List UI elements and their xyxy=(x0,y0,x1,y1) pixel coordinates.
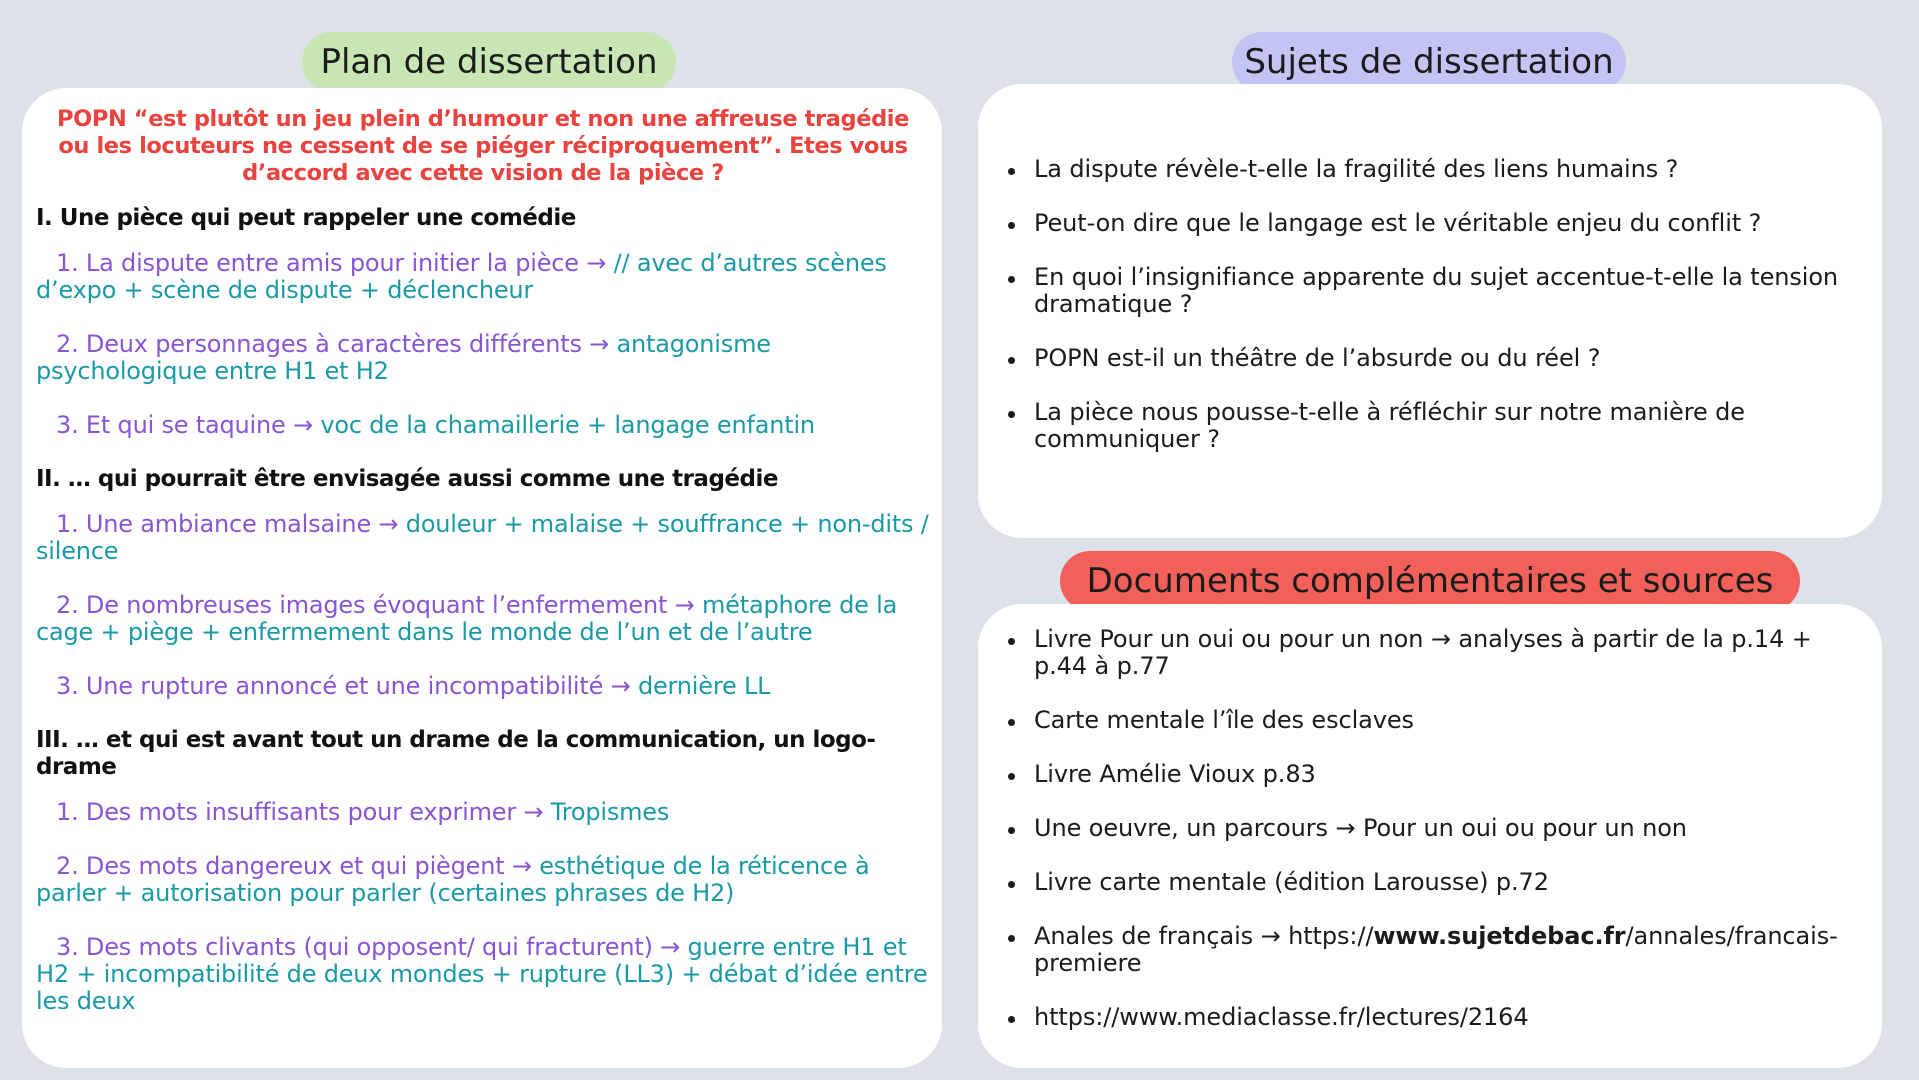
plan-point xyxy=(36,412,930,439)
plan-point xyxy=(36,799,930,826)
doc-item: Une oeuvre, un parcours → Pour un oui ou pour un non xyxy=(1006,815,1870,842)
doc-item-link[interactable]: https://www.mediaclasse.fr/lectures/2164 xyxy=(1006,1004,1870,1031)
anales-prefix: Anales de français → https:// xyxy=(1034,922,1374,950)
doc-item: Livre Pour un oui ou pour un non → analyses à partir de la p.14 + p.44 à p.77 xyxy=(1006,626,1870,680)
sujet-item: Peut-on dire que le langage est le véritable enjeu du conflit ? xyxy=(1006,210,1862,237)
docs-title: Documents complémentaires et sources xyxy=(1060,551,1800,611)
sujets-card xyxy=(978,84,1882,538)
plan-point xyxy=(36,331,930,385)
plan-point xyxy=(36,592,930,646)
section-title: II. … qui pourrait être envisagée aussi comme une tragédie xyxy=(36,466,778,492)
point-lead: 1. Une ambiance malsaine → xyxy=(56,510,406,538)
plan-point xyxy=(36,934,930,1015)
anales-domain[interactable]: www.sujetdebac.fr xyxy=(1373,922,1626,950)
point-detail: Tropismes xyxy=(550,798,670,826)
sujets-title: Sujets de dissertation xyxy=(1232,32,1626,92)
thesis-question: POPN “est plutôt un jeu plein d’humour et non une affreuse tragédie ou les locuteurs ne cessent de se piéger réciproquement”. Etes vous d’accord avec cette vision de la pièce ? xyxy=(57,106,909,186)
point-detail: antagonisme psychologique entre H1 et H2 xyxy=(36,330,771,385)
plan-point xyxy=(36,250,930,304)
point-detail: douleur + malaise + souffrance + non-dits / silence xyxy=(36,510,929,565)
point-lead: 3. Une rupture annoncé et une incompatibilité → xyxy=(56,672,638,700)
point-lead: 3. Et qui se taquine → xyxy=(56,411,321,439)
doc-item: Livre carte mentale (édition Larousse) p.72 xyxy=(1006,869,1870,896)
plan-point xyxy=(36,511,930,565)
point-lead: 3. Des mots clivants (qui opposent/ qui fracturent) → xyxy=(56,933,688,961)
sujet-item: POPN est-il un théâtre de l’absurde ou du réel ? xyxy=(1006,345,1862,372)
doc-item: Livre Amélie Vioux p.83 xyxy=(1006,761,1870,788)
sujet-item: La dispute révèle-t-elle la fragilité des liens humains ? xyxy=(1006,156,1862,183)
point-lead: 2. Des mots dangereux et qui piègent → xyxy=(56,852,540,880)
point-detail: métaphore de la cage + piège + enfermement dans le monde de l’un et de l’autre xyxy=(36,591,898,646)
plan-card xyxy=(22,88,942,1068)
anales-path: /annales/francais-premiere xyxy=(1034,922,1838,977)
point-detail: voc de la chamaillerie + langage enfantin xyxy=(320,411,815,439)
point-lead: 2. Deux personnages à caractères différents → xyxy=(56,330,617,358)
plan-point xyxy=(36,673,930,700)
plan-sections xyxy=(36,205,930,1015)
doc-item-anales[interactable] xyxy=(1006,923,1870,977)
sujet-item: La pièce nous pousse-t-elle à réfléchir sur notre manière de communiquer ? xyxy=(1006,399,1862,453)
sujet-item: En quoi l’insignifiance apparente du sujet accentue-t-elle la tension dramatique ? xyxy=(1006,264,1862,318)
point-detail: guerre entre H1 et H2 + incompatibilité de deux mondes + rupture (LL3) + débat d’idée entre les deux xyxy=(36,933,928,1015)
section-title: III. … et qui est avant tout un drame de la communication, un logo-drame xyxy=(36,727,876,780)
section-title: I. Une pièce qui peut rappeler une comédie xyxy=(36,205,576,231)
point-detail: // avec d’autres scènes d’expo + scène de dispute + déclencheur xyxy=(36,249,887,304)
point-detail: dernière LL xyxy=(637,672,771,700)
plan-point xyxy=(36,853,930,907)
point-lead: 1. Des mots insuffisants pour exprimer → xyxy=(56,798,551,826)
point-lead: 2. De nombreuses images évoquant l’enfermement → xyxy=(56,591,702,619)
point-lead: 1. La dispute entre amis pour initier la pièce → xyxy=(56,249,614,277)
sujets-list xyxy=(1006,156,1862,453)
docs-card xyxy=(978,604,1882,1068)
plan-title: Plan de dissertation xyxy=(302,32,676,92)
point-detail: esthétique de la réticence à parler + autorisation pour parler (certaines phrases de H2) xyxy=(36,852,870,907)
docs-list xyxy=(1006,626,1870,1031)
doc-item: Carte mentale l’île des esclaves xyxy=(1006,707,1870,734)
